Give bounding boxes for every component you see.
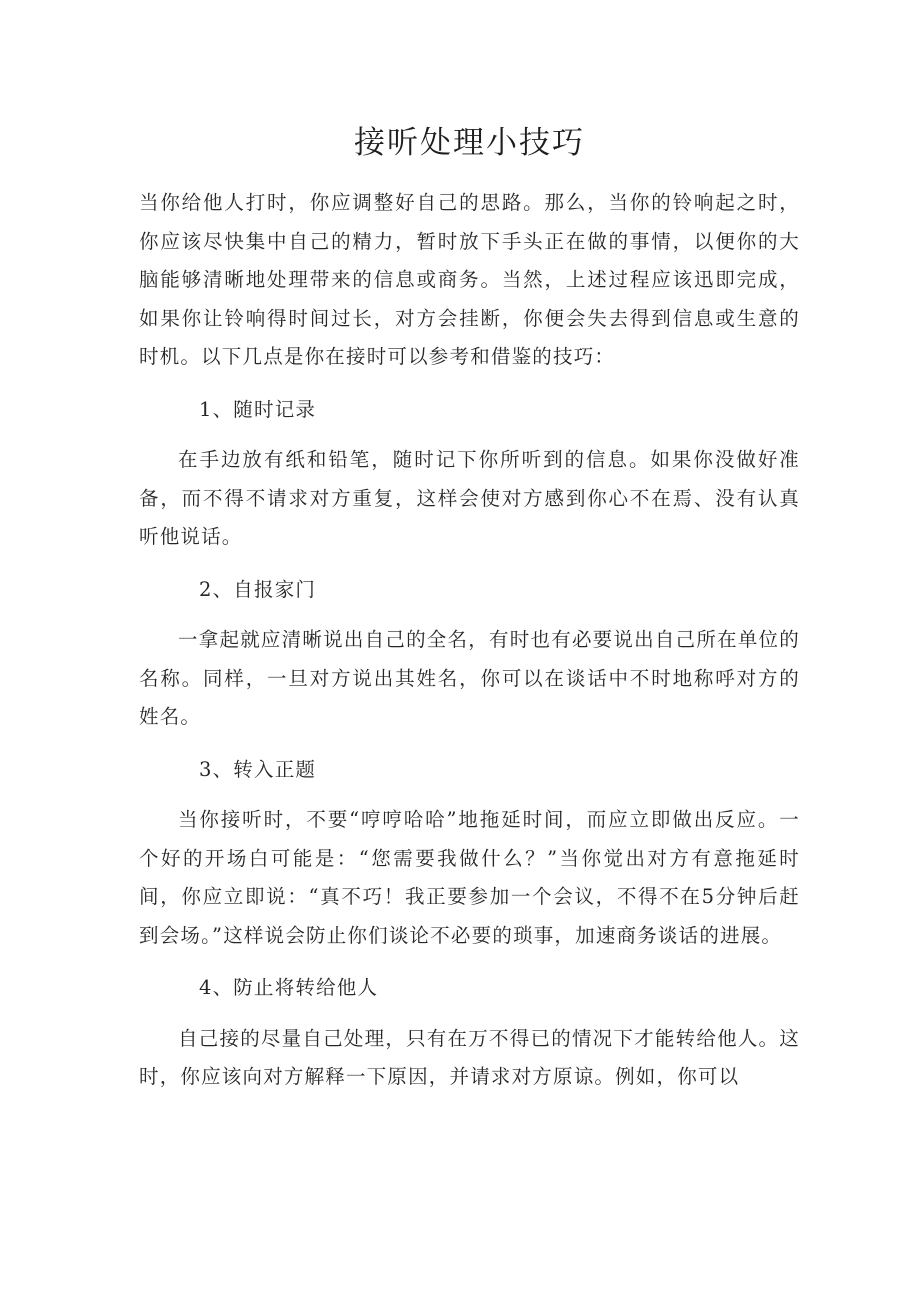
section-2: [139, 571, 800, 737]
document-title: 接听处理小技巧: [354, 125, 585, 161]
section-4: [139, 969, 800, 1097]
section-heading: 2、自报家门: [199, 577, 317, 601]
section-paragraph: 在手边放有纸和铅笔，随时记下你所听到的信息。如果你没做好准备，而不得不请求对方重复，这样会使对方感到你心不在焉、没有认真听他说话。: [139, 448, 800, 548]
section-heading: 3、转入正题: [199, 757, 317, 781]
section-3: [139, 751, 800, 956]
section-heading: 4、防止将转给他人: [199, 976, 379, 999]
section-1: [139, 391, 800, 557]
section-paragraph: 一拿起就应清晰说出自己的全名，有时也有必要说出自己所在单位的名称。同样，一旦对方说出其姓名，你可以在谈话中不时地称呼对方的姓名。: [139, 628, 800, 728]
section-paragraph: 自己接的尽量自己处理，只有在万不得已的情况下才能转给他人。这时，你应该向对方解释一下原因，并请求对方原谅。例如，你可以: [139, 1026, 800, 1088]
section-heading: 1、随时记录: [199, 397, 317, 421]
section-paragraph: 当你接听时，不要“哼哼哈哈”地拖延时间，而应立即做出反应。一个好的开场白可能是：“您需要我做什么？”当你觉出对方有意拖延时间，你应立即说：“真不巧！我正要参加一个会议，不得不在5分钟后赶到会场。”这样说会防止你们谈论不必要的琐事，加速商务谈话的进展。: [139, 808, 800, 947]
intro-paragraph: 当你给他人打时，你应调整好自己的思路。那么，当你的铃响起之时，你应该尽快集中自己的精力，暂时放下手头正在做的事情，以便你的大脑能够清晰地处理带来的信息或商务。当然，上述过程应该迅即完成，如果你让铃响得时间过长，对方会挂断，你便会失去得到信息或生意的时机。以下几点是你在接时可以参考和借鉴的技巧：: [139, 191, 800, 368]
